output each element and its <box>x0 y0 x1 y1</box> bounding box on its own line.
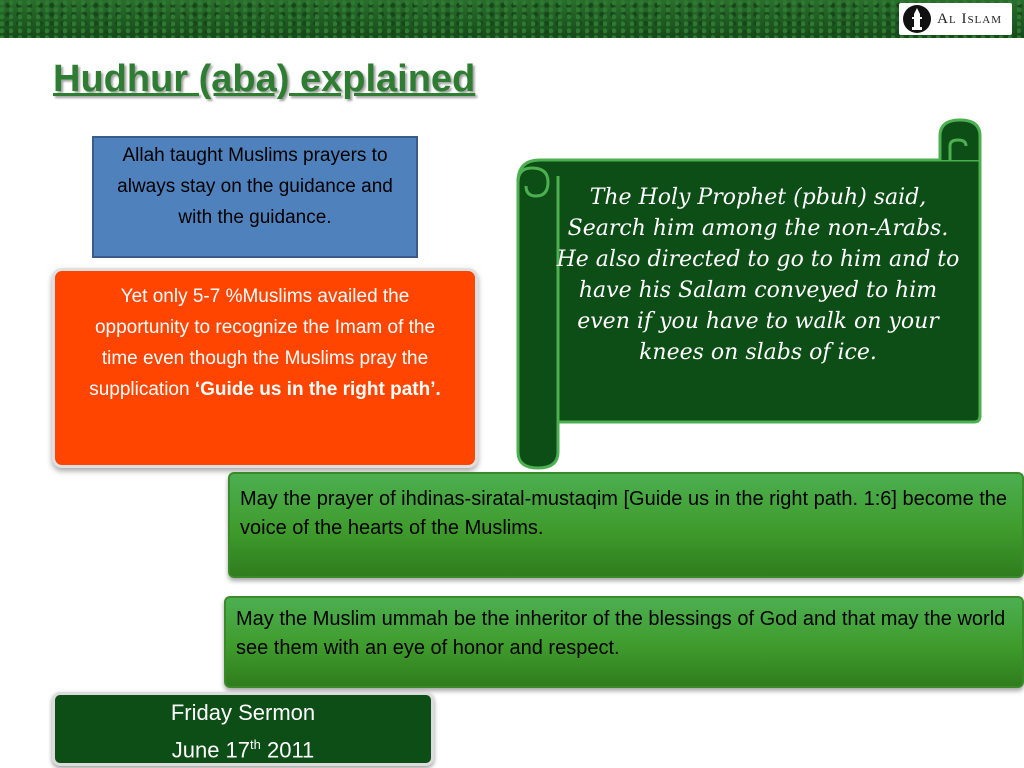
date-prefix: June 17 <box>171 737 251 763</box>
header-bar <box>0 0 1024 38</box>
logo-text: Al Islam <box>937 10 1002 27</box>
prayer-box: May the prayer of ihdinas-siratal-mustaqim [Guide us in the right path. 1:6] become the voice of the hearts of the Muslims. <box>228 472 1024 578</box>
sermon-label: Friday Sermon <box>170 700 316 725</box>
minaret-icon <box>903 5 931 33</box>
sermon-date <box>55 729 431 766</box>
slide-title: Hudhur (aba) explained <box>53 58 476 100</box>
blessings-box: May the Muslim ummah be the inheritor of the blessings of God and that may the world see them with an eye of honor and respect. <box>224 596 1024 688</box>
hadith-text: The Holy Prophet (pbuh) said, Search him among the non-Arabs. He also directed to go to him and to have his Salam conveyed to him even if you have to walk on your knees on slabs of ice. <box>556 185 960 365</box>
statistic-text: Yet only 5-7 %Muslims availed the opportunity to recognize the Imam of the time even though the Muslims pray the supplication <box>89 286 436 400</box>
date-suffix-sup: th <box>250 737 261 752</box>
supplication-text: ‘Guide us in the right path’. <box>194 379 441 400</box>
date-year: 2011 <box>260 737 315 763</box>
guidance-box: Allah taught Muslims prayers to always stay on the guidance and with the guidance. <box>92 136 418 258</box>
sermon-date-box <box>52 692 434 766</box>
al-islam-logo[interactable] <box>899 3 1012 35</box>
statistic-box <box>52 268 478 468</box>
